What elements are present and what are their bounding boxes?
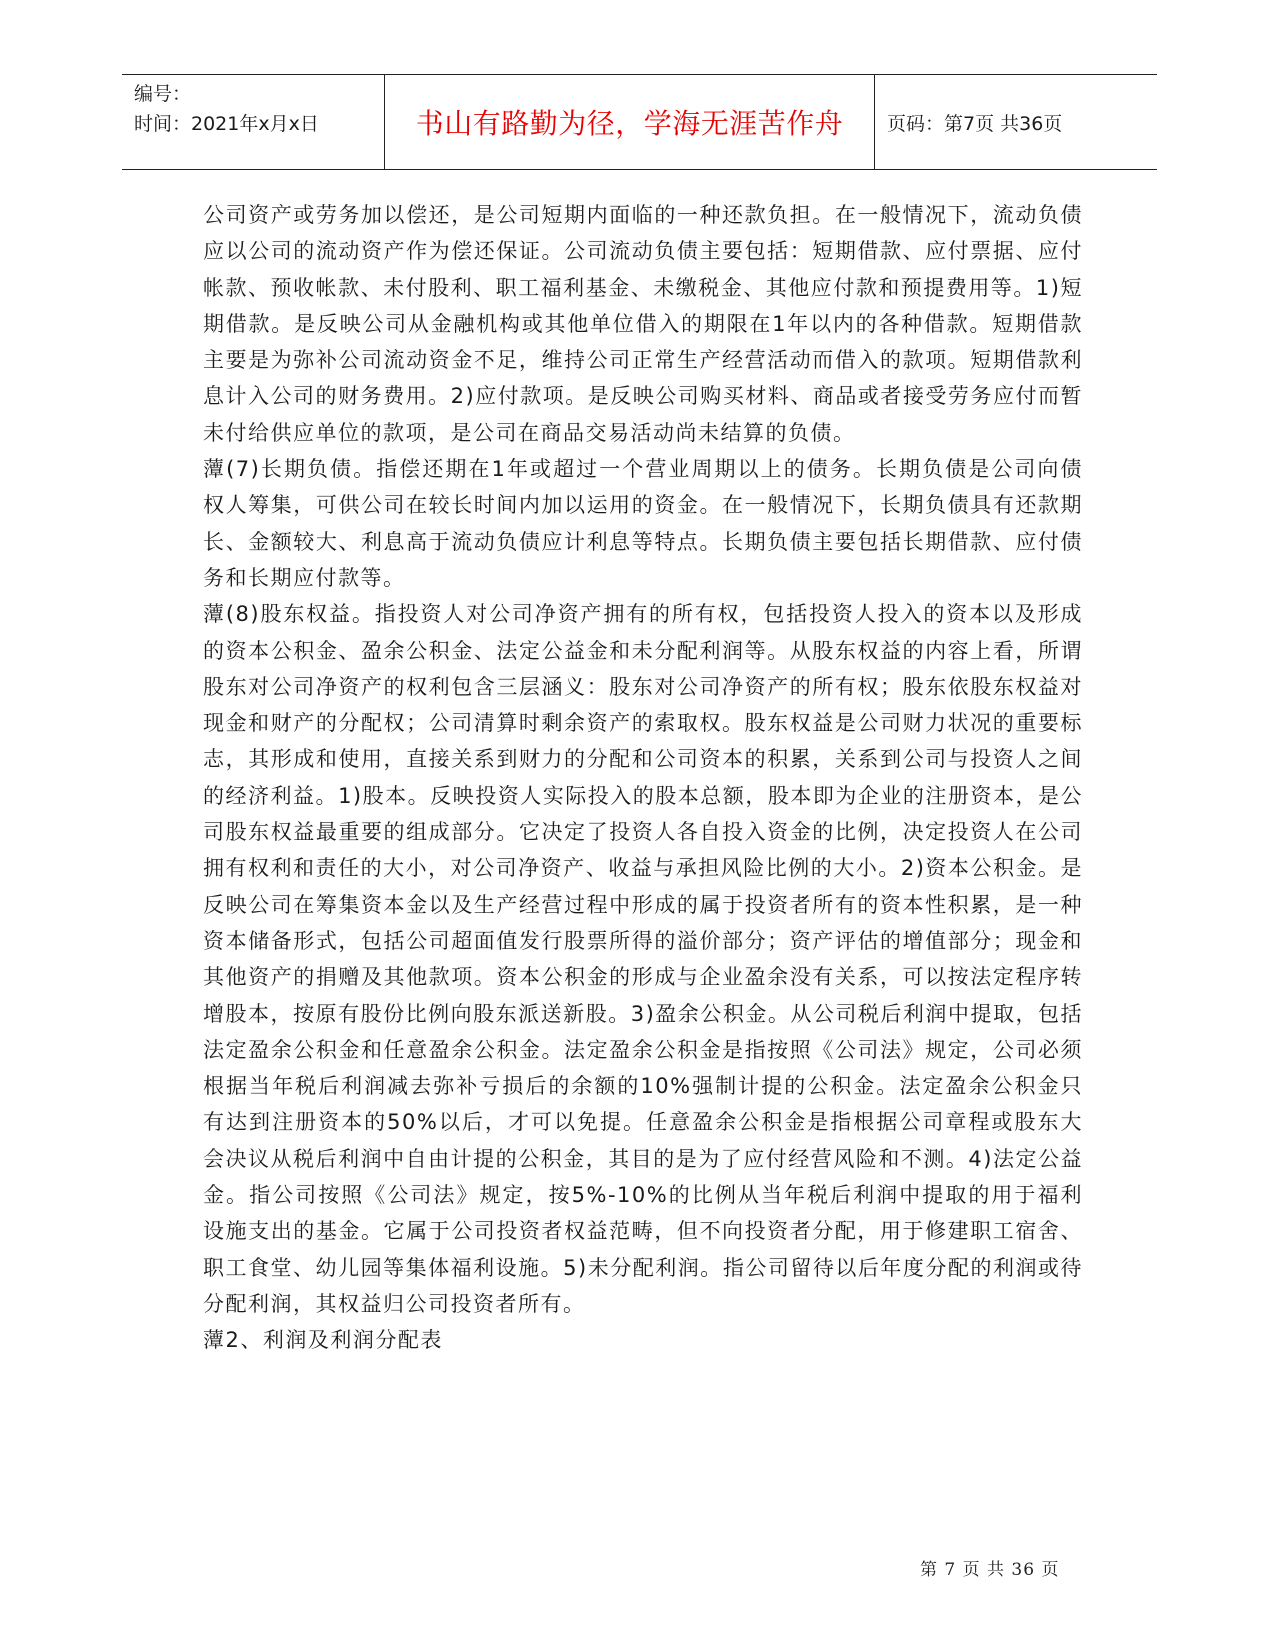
paragraph-shareholder-equity: 藫(8)股东权益。指投资人对公司净资产拥有的所有权，包括投资人投入的资本以及形成的资本公积金、盈余公积金、法定公益金和未分配利润等。从股东权益的内容上看，所谓股东对公司净资产的权利包含三层涵义：股东对公司净资产的所有权；股东依股东权益对现金和财产的分配权；公司清算时剩余资产的索取权。股东权益是公司财力状况的重要标志，其形成和使用，直接关系到财力的分配和公司资本的积累，关系到公司与投资人之间的经济利益。1)股本。反映投资人实际投入的股本总额，股本即为企业的注册资本，是公司股东权益最重要的组成部分。它决定了投资人各自投入资金的比例，决定投资人在公司拥有权利和责任的大小，对公司净资产、收益与承担风险比例的大小。2)资本公积金。是反映公司在筹集资本金以及生产经营过程中形成的属于投资者所有的资本性积累，是一种资本储备形式，包括公司超面值发行股票所得的溢价部分；资产评估的增值部分；现金和其他资产的捐赠及其他款项。资本公积金的形成与企业盈余没有关系，可以按法定程序转增股本，按原有股份比例向股东派送新股。3)盈余公积金。从公司税后利润中提取，包括法定盈余公积金和任意盈余公积金。法定盈余公积金是指按照《公司法》规定，公司必须根据当年税后利润减去弥补亏损后的余额的10%强制计提的公积金。法定盈余公积金只有达到注册资本的50%以后，才可以免提。任意盈余公积金是指根据公司章程或股东大会决议从税后利润中自由计提的公积金，其目的是为了应付经营风险和不测。4)法定公益金。指公司按照《公司法》规定，按5%-10%的比例从当年税后利润中提取的用于福利设施支出的基金。它属于公司投资者权益范畴，但不向投资者分配，用于修建职工宿舍、职工食堂、幼儿园等集体福利设施。5)未分配利润。指公司留待以后年度分配的利润或待分配利润，其权益归公司投资者所有。 <box>203 602 1083 1316</box>
date-label: 时间：2021年x月x日 <box>134 113 319 135</box>
section-heading-profit-table: 藫2、利润及利润分配表 <box>203 1328 443 1353</box>
page-footer: 第 7 页 共 36 页 <box>920 1560 1060 1580</box>
document-header <box>122 74 1157 170</box>
paragraph-current-liabilities: 公司资产或劳务加以偿还，是公司短期内面临的一种还款负担。在一般情况下，流动负债应以公司的流动资产作为偿还保证。公司流动负债主要包括：短期借款、应付票据、应付帐款、预收帐款、未付股利、职工福利基金、未缴税金、其他应付款和预提费用等。1)短期借款。是反映公司从金融机构或其他单位借入的期限在1年以内的各种借款。短期借款主要是为弥补公司流动资金不足，维持公司正常生产经营活动而借入的款项。短期借款利息计入公司的财务费用。2)应付款项。是反映公司购买材料、商品或者接受劳务应付而暂未付给供应单位的款项，是公司在商品交易活动尚未结算的负债。 <box>203 203 1083 445</box>
serial-number-label: 编号： <box>134 83 192 105</box>
header-motto-cell <box>385 75 875 169</box>
header-page-cell <box>875 75 1157 169</box>
header-page-info: 页码：第7页 共36页 <box>887 112 1063 135</box>
motto-text: 书山有路勤为径，学海无涯苦作舟 <box>415 107 844 140</box>
paragraph-long-term-liabilities: 藫(7)长期负债。指偿还期在1年或超过一个营业周期以上的债务。长期负债是公司向债权人筹集，可供公司在较长时间内加以运用的资金。在一般情况下，长期负债具有还款期长、金额较大、利息高于流动负债应计利息等特点。长期负债主要包括长期借款、应付债务和长期应付款等。 <box>203 457 1083 590</box>
document-body <box>203 197 1083 1359</box>
header-meta-cell <box>122 75 385 169</box>
